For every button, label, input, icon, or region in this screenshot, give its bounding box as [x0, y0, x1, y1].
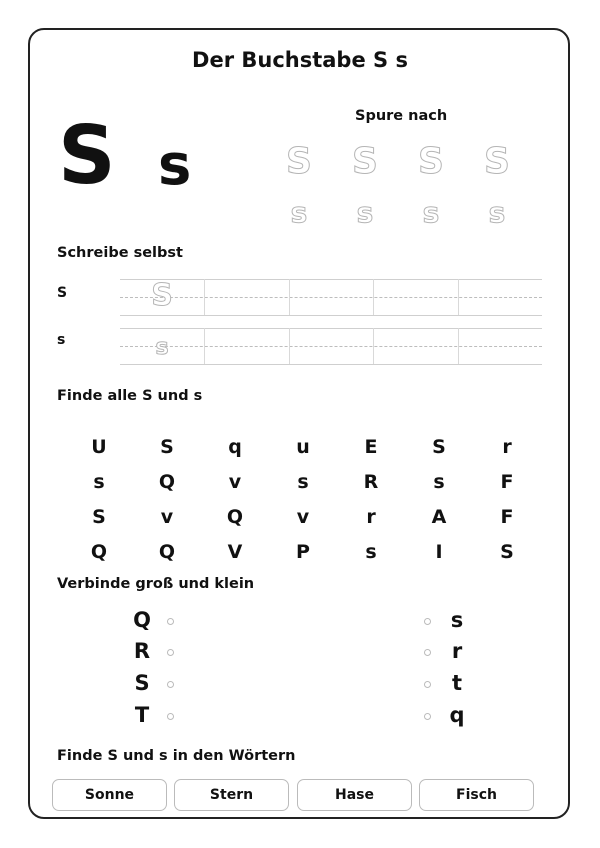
find-grid-letter[interactable]: v: [160, 506, 174, 528]
word-card-hase[interactable]: Hase: [297, 779, 412, 811]
writing-line-base: [120, 315, 542, 316]
big-lowercase-letter: s: [158, 133, 192, 198]
word-card-fisch[interactable]: Fisch: [419, 779, 534, 811]
word-card-stern[interactable]: Stern: [174, 779, 289, 811]
find-grid-letter[interactable]: V: [227, 541, 243, 563]
match-right-dot[interactable]: [424, 713, 431, 720]
find-grid-letter[interactable]: r: [502, 436, 512, 458]
find-grid-letter[interactable]: S: [92, 506, 106, 528]
find-grid-letter[interactable]: r: [366, 506, 376, 528]
match-left-dot[interactable]: [167, 649, 174, 656]
find-grid-letter[interactable]: U: [91, 436, 107, 458]
trace-lowercase-letter: s: [356, 196, 374, 229]
writing-cell-divider: [289, 328, 290, 364]
find-grid-letter[interactable]: Q: [158, 471, 176, 493]
big-uppercase-letter: S: [58, 109, 116, 202]
match-left-letter: S: [134, 671, 150, 695]
find-grid-letter[interactable]: s: [297, 471, 309, 493]
write-trace-letter: s: [155, 335, 169, 360]
writing-line-base: [120, 364, 542, 365]
write-row-label: S: [57, 285, 68, 301]
match-right-letter: r: [451, 639, 463, 663]
trace-uppercase-letter: S: [484, 141, 510, 182]
match-left-dot[interactable]: [167, 713, 174, 720]
writing-cell-divider: [373, 328, 374, 364]
find-grid-letter[interactable]: R: [363, 471, 379, 493]
trace-lowercase-letter: s: [488, 196, 506, 229]
writing-cell-divider: [373, 279, 374, 315]
find-grid-letter[interactable]: P: [296, 541, 310, 563]
write-trace-letter: S: [151, 278, 173, 313]
find-grid-letter[interactable]: q: [228, 436, 242, 458]
write-heading: Schreibe selbst: [57, 245, 183, 261]
match-right-dot[interactable]: [424, 681, 431, 688]
match-left-dot[interactable]: [167, 681, 174, 688]
word-card-sonne[interactable]: Sonne: [52, 779, 167, 811]
find-grid-letter[interactable]: Q: [90, 541, 108, 563]
trace-lowercase-letter: s: [290, 196, 308, 229]
match-right-dot[interactable]: [424, 618, 431, 625]
match-left-dot[interactable]: [167, 618, 174, 625]
match-right-letter: t: [451, 671, 463, 695]
find-grid-letter[interactable]: Q: [158, 541, 176, 563]
find-heading: Finde alle S und s: [57, 388, 203, 404]
writing-line-top: [120, 279, 542, 280]
trace-lowercase-letter: s: [422, 196, 440, 229]
find-grid-letter[interactable]: S: [432, 436, 446, 458]
writing-line-mid: [120, 297, 542, 298]
write-row-label: s: [57, 332, 66, 348]
find-grid-letter[interactable]: v: [228, 471, 242, 493]
find-grid-letter[interactable]: A: [431, 506, 447, 528]
match-right-dot[interactable]: [424, 649, 431, 656]
match-right-letter: q: [449, 703, 465, 727]
words-heading: Finde S und s in den Wörtern: [57, 748, 296, 764]
trace-uppercase-letter: S: [418, 141, 444, 182]
find-grid-letter[interactable]: Q: [226, 506, 244, 528]
find-grid-letter[interactable]: S: [500, 541, 514, 563]
find-grid-letter[interactable]: s: [433, 471, 445, 493]
writing-line-top: [120, 328, 542, 329]
trace-heading: Spure nach: [355, 108, 448, 124]
find-grid-letter[interactable]: E: [364, 436, 378, 458]
match-right-letter: s: [450, 608, 464, 632]
writing-line-mid: [120, 346, 542, 347]
writing-cell-divider: [204, 328, 205, 364]
find-grid-letter[interactable]: s: [93, 471, 105, 493]
find-grid-letter[interactable]: s: [365, 541, 377, 563]
writing-cell-divider: [289, 279, 290, 315]
find-grid-letter[interactable]: S: [160, 436, 174, 458]
match-left-letter: R: [133, 639, 151, 663]
trace-uppercase-letter: S: [352, 141, 378, 182]
writing-cell-divider: [458, 279, 459, 315]
match-left-letter: Q: [133, 608, 151, 632]
find-grid-letter[interactable]: I: [435, 541, 443, 563]
find-grid-letter[interactable]: F: [500, 506, 514, 528]
match-left-letter: T: [134, 703, 150, 727]
match-heading: Verbinde groß und klein: [57, 576, 255, 592]
trace-uppercase-letter: S: [286, 141, 312, 182]
find-grid-letter[interactable]: F: [500, 471, 514, 493]
find-grid-letter[interactable]: v: [296, 506, 310, 528]
writing-cell-divider: [204, 279, 205, 315]
writing-cell-divider: [458, 328, 459, 364]
page-title: Der Buchstabe S s: [192, 48, 408, 72]
find-grid-letter[interactable]: u: [296, 436, 310, 458]
